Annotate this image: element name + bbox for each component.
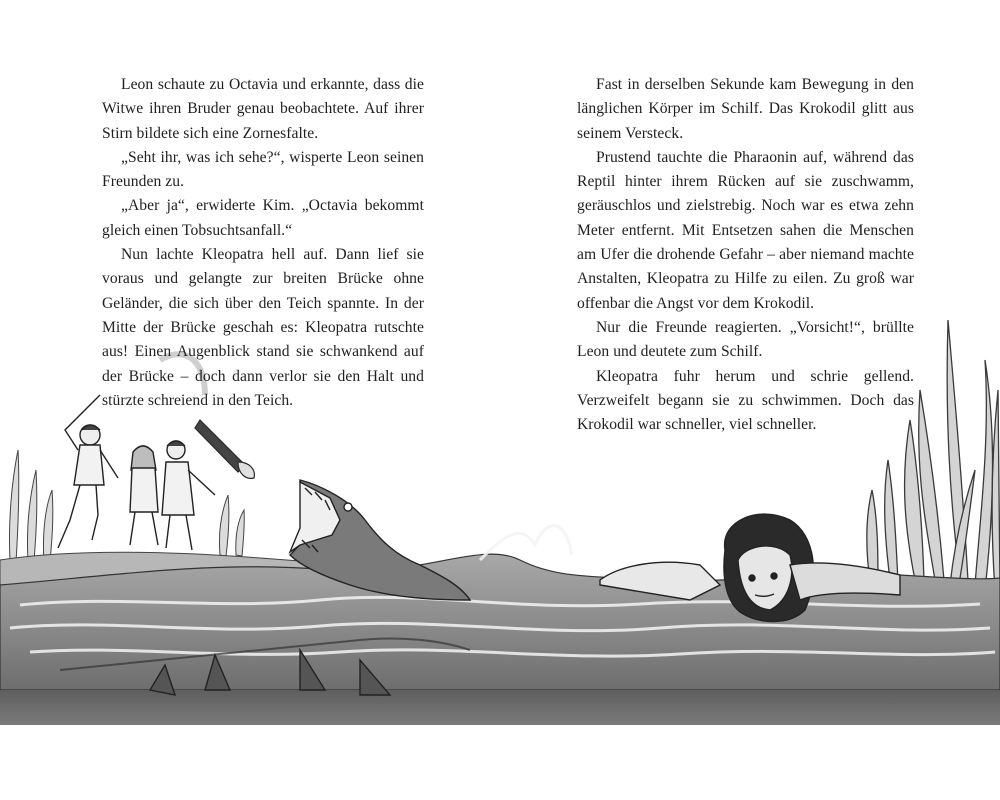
paragraph-text: Nun lachte Kleopatra hell auf. Dann lief sie voraus und gelangte zur breiten Brücke ohne Geländer, die sich über den Teich spannte. In der Mitte der Brücke geschah es: Kleopatra rutschte aus! Einen Augenblick stand sie schwankend auf der Brücke – doch dann verlor sie den Halt und stürzte schreiend in den Teich. [102,246,424,409]
paragraph: „Aber ja“, erwiderte Kim. „Octavia bekommt gleich einen Tobsuchtsanfall.“ [102,197,424,239]
paragraph: „Seht ihr, was ich sehe?“, wisperte Leon seinen Freunden zu. [102,148,424,191]
reeds-left [9,450,244,562]
paragraph: Nur die Freunde reagierten. „Vorsicht!“, brüllte Leon und deutete zum Schilf. [577,318,914,361]
pond-bed [0,690,1000,725]
paragraph: Fast in derselben Sekunde kam Bewegung in den länglichen Körper im Schilf. Das Krokodil glitt aus seinem Versteck. [577,76,914,142]
children-figures [58,395,215,550]
paragraph: Kleopatra fuhr herum und schrie gellend. Verzweifelt begann sie zu schwimmen. Doch das Krokodil war schneller, viel schneller. [577,367,914,434]
paragraph: Prustend tauchte die Pharaonin auf, während das Reptil hinter ihrem Rücken auf sie zuschwamm, geräuschlos und zielstrebig. Noch war es etwa zehn Meter entfernt. Mit Entsetzen sahen die Menschen am Ufer die drohende Gefahr – aber niemand machte Anstalten, Kleopatra zu Hilfe zu eilen. Zu groß war offenbar die Angst vor dem Krokodil. [577,148,914,312]
right-page-text [577,73,914,437]
left-page-text [102,73,424,413]
paragraph: Leon schaute zu Octavia und erkannte, dass die Witwe ihren Bruder genau beobachtete. Auf ihrer Stirn bildete sich eine Zornesfalte. [102,76,424,142]
paragraph [102,243,424,413]
